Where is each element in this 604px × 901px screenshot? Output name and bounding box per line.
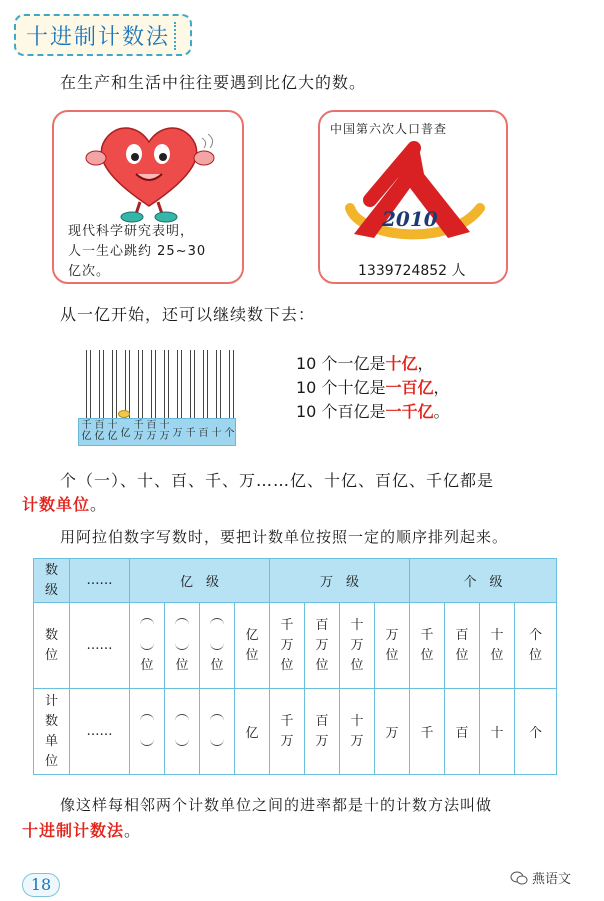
page-number: 18 bbox=[22, 873, 60, 897]
place-cell: 千位 bbox=[410, 603, 445, 689]
wechat-icon bbox=[510, 871, 528, 885]
units-paragraph-line-2 bbox=[22, 492, 107, 515]
abacus-rod bbox=[229, 350, 234, 420]
abacus-label: 十 亿 bbox=[107, 420, 118, 442]
powers-of-ten-list bbox=[296, 352, 449, 424]
abacus-label: 个 bbox=[224, 428, 235, 439]
table-row bbox=[34, 559, 557, 603]
abacus-label: 百 万 bbox=[146, 420, 157, 442]
units-paragraph-line-1: 个（一）、十、百、千、万……亿、十亿、百亿、千亿都是 bbox=[60, 471, 495, 490]
conclusion-line-2 bbox=[22, 818, 141, 841]
population-figure: 1339724852 人 bbox=[358, 263, 466, 279]
row-header-level: 数级 bbox=[34, 559, 70, 603]
conclusion-highlight: 十进制计数法 bbox=[22, 821, 125, 840]
power-line bbox=[296, 400, 449, 424]
unit-cell: 十万 bbox=[340, 689, 375, 775]
census-card bbox=[318, 110, 508, 284]
group-ge: 个 级 bbox=[410, 559, 557, 603]
section-title-box bbox=[14, 14, 192, 56]
abacus-rod bbox=[99, 350, 104, 420]
abacus-label: 千 万 bbox=[133, 420, 144, 442]
conclusion-punct: 。 bbox=[124, 821, 142, 840]
abacus-label: 百 bbox=[198, 428, 209, 439]
row-header-unit: 计数单位 bbox=[34, 689, 70, 775]
unit-cell: 万 bbox=[375, 689, 410, 775]
power-punct: 。 bbox=[433, 402, 450, 421]
count-on-text: 从一亿开始，还可以继续数下去： bbox=[60, 305, 316, 324]
ellipsis-cell: …… bbox=[70, 603, 130, 689]
power-highlight: 一百亿 bbox=[385, 378, 434, 397]
table-row bbox=[34, 689, 557, 775]
blank-place-cell: 位 bbox=[165, 603, 200, 689]
ellipsis-cell: …… bbox=[70, 559, 130, 603]
place-cell: 千万位 bbox=[270, 603, 305, 689]
power-highlight: 十亿 bbox=[385, 354, 418, 373]
group-yi: 亿 级 bbox=[130, 559, 270, 603]
abacus-label: 十 万 bbox=[159, 420, 170, 442]
heart-mascot-illustration bbox=[74, 114, 224, 224]
place-cell: 个位 bbox=[515, 603, 557, 689]
conclusion-line-1: 像这样每相邻两个计数单位之间的进率都是十的计数方法叫做 bbox=[60, 796, 493, 814]
units-punct: 。 bbox=[90, 495, 108, 514]
power-text: 10 个十亿是 bbox=[296, 378, 386, 397]
power-text: 10 个百亿是 bbox=[296, 402, 386, 421]
power-line bbox=[296, 352, 449, 376]
binder-rings-decoration bbox=[174, 22, 184, 50]
census-heading: 中国第六次人口普查 bbox=[330, 122, 448, 136]
intro-text: 在生产和生活中往往要遇到比亿大的数。 bbox=[60, 73, 367, 92]
census-logo-year: 2010 bbox=[382, 207, 438, 231]
abacus-rod bbox=[177, 350, 182, 420]
table-row bbox=[34, 603, 557, 689]
abacus-label: 万 bbox=[172, 428, 183, 439]
abacus-rod bbox=[138, 350, 143, 420]
unit-cell: 十 bbox=[480, 689, 515, 775]
blank-unit-cell bbox=[165, 689, 200, 775]
unit-cell: 千 bbox=[410, 689, 445, 775]
group-wan: 万 级 bbox=[270, 559, 410, 603]
heart-card bbox=[52, 110, 244, 284]
heart-note bbox=[68, 222, 206, 282]
abacus-label: 千 亿 bbox=[81, 420, 92, 442]
abacus-rod bbox=[190, 350, 195, 420]
unit-cell: 个 bbox=[515, 689, 557, 775]
place-cell: 百位 bbox=[445, 603, 480, 689]
power-text: 10 个一亿是 bbox=[296, 354, 386, 373]
watermark-text: 燕语文 bbox=[532, 872, 572, 887]
abacus-label: 亿 bbox=[120, 428, 131, 439]
blank-unit-cell bbox=[200, 689, 235, 775]
abacus-rod bbox=[86, 350, 91, 420]
order-paragraph: 用阿拉伯数字写数时，要把计数单位按照一定的顺序排列起来。 bbox=[60, 528, 509, 546]
abacus-rod bbox=[151, 350, 156, 420]
place-cell: 百万位 bbox=[305, 603, 340, 689]
units-highlight: 计数单位 bbox=[22, 495, 91, 514]
abacus-rod bbox=[164, 350, 169, 420]
abacus-rod bbox=[112, 350, 117, 420]
abacus-bead bbox=[118, 410, 130, 418]
heart-note-line-2: 人一生心跳约 25~30 bbox=[68, 244, 207, 259]
section-title: 十进制计数法 bbox=[26, 24, 171, 50]
place-cell: 十位 bbox=[480, 603, 515, 689]
place-cell: 亿位 bbox=[235, 603, 270, 689]
blank-unit-cell bbox=[130, 689, 165, 775]
heart-note-line-1: 现代科学研究表明， bbox=[68, 224, 195, 239]
row-header-place: 数位 bbox=[34, 603, 70, 689]
blank-place-cell: 位 bbox=[200, 603, 235, 689]
abacus-rod bbox=[203, 350, 208, 420]
ellipsis-cell: …… bbox=[70, 689, 130, 775]
place-cell: 十万位 bbox=[340, 603, 375, 689]
counting-abacus bbox=[78, 350, 238, 446]
unit-cell: 千万 bbox=[270, 689, 305, 775]
power-line bbox=[296, 376, 449, 400]
abacus-rod bbox=[216, 350, 221, 420]
power-highlight: 一千亿 bbox=[385, 402, 434, 421]
abacus-label: 千 bbox=[185, 428, 196, 439]
unit-cell: 亿 bbox=[235, 689, 270, 775]
abacus-label: 百 亿 bbox=[94, 420, 105, 442]
blank-place-cell: 位 bbox=[130, 603, 165, 689]
watermark bbox=[510, 868, 571, 887]
unit-cell: 百 bbox=[445, 689, 480, 775]
unit-cell: 百万 bbox=[305, 689, 340, 775]
power-punct: ， bbox=[417, 354, 434, 373]
abacus-label: 十 bbox=[211, 428, 222, 439]
heart-note-line-3: 亿次。 bbox=[68, 264, 111, 279]
power-punct: ， bbox=[433, 378, 450, 397]
place-value-table bbox=[33, 558, 557, 775]
census-logo bbox=[330, 138, 500, 258]
place-cell: 万位 bbox=[375, 603, 410, 689]
